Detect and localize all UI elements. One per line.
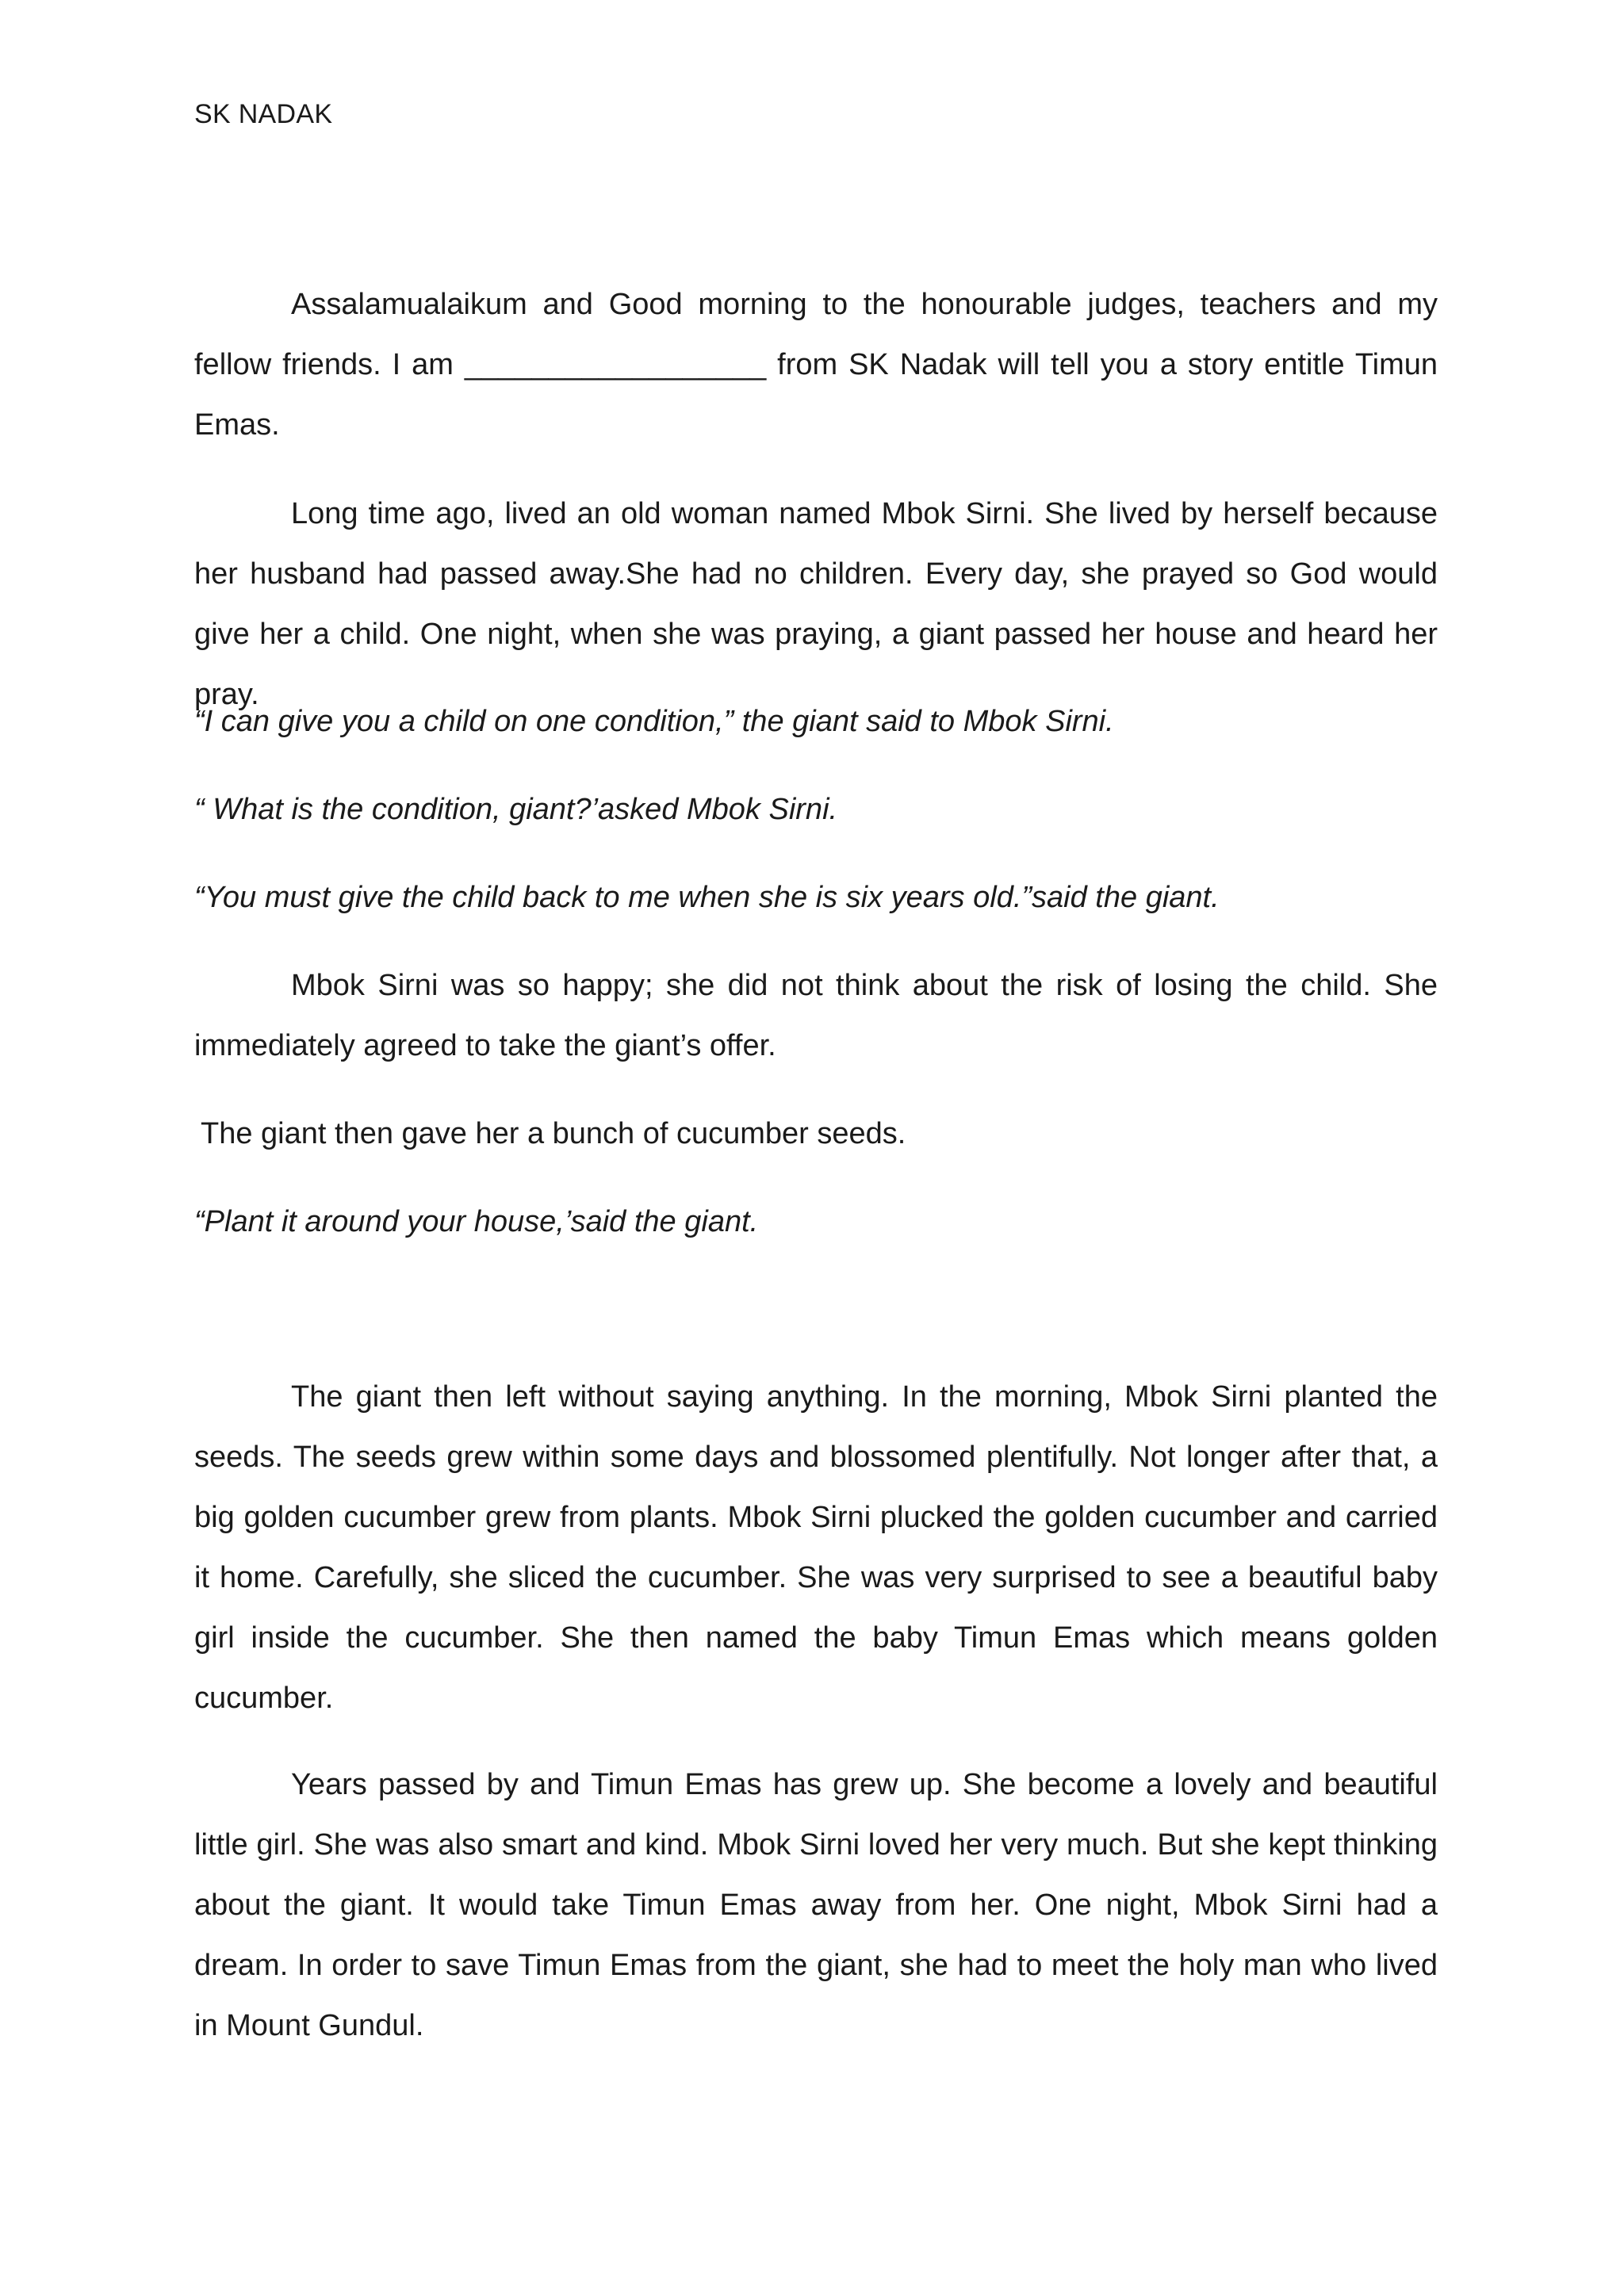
dialogue-line-1: “I can give you a child on one condition,” the giant said to Mbok Sirni. xyxy=(194,705,1114,738)
story-paragraph-5: Years passed by and Timun Emas has grew up. She become a lovely and beautiful little girl. She was also smart and kind. Mbok Sirni loved her very much. But she kept thinking about the giant. It would take Timun Emas away from her. One night, Mbok Sirni had a dream. In order to save Timun Emas from the giant, she had to meet the holy man who lived in Mount Gundul. xyxy=(194,1768,1438,2042)
page-header: SK NADAK xyxy=(194,99,333,129)
story-paragraph-2: Mbok Sirni was so happy; she did not think about the risk of losing the child. She immediately agreed to take the giant’s offer. xyxy=(194,969,1438,1062)
dialogue-line-3: “You must give the child back to me when she is six years old.”said the giant. xyxy=(194,881,1220,914)
intro-paragraph: Assalamualaikum and Good morning to the honourable judges, teachers and my fellow friends. I am __________________ from SK Nadak will tell you a story entitle Timun Emas. xyxy=(194,288,1438,442)
story-paragraph-4: The giant then left without saying anything. In the morning, Mbok Sirni planted the seeds. The seeds grew within some days and blossomed plentifully. Not longer after that, a big golden cucumber grew from plants. Mbok Sirni plucked the golden cucumber and carried it home. Carefully, she sliced the cucumber. She was very surprised to see a beautiful baby girl inside the cucumber. She then named the baby Timun Emas which means golden cucumber. xyxy=(194,1380,1438,1715)
dialogue-line-4: “Plant it around your house,’said the giant. xyxy=(194,1205,759,1238)
story-paragraph-1: Long time ago, lived an old woman named Mbok Sirni. She lived by herself because her husband had passed away.She had no children. Every day, she prayed so God would give her a child. One night, when she was praying, a giant passed her house and heard her pray. xyxy=(194,497,1438,711)
dialogue-line-2: “ What is the condition, giant?’asked Mbok Sirni. xyxy=(194,793,838,826)
story-paragraph-3: The giant then gave her a bunch of cucumber seeds. xyxy=(201,1117,906,1150)
